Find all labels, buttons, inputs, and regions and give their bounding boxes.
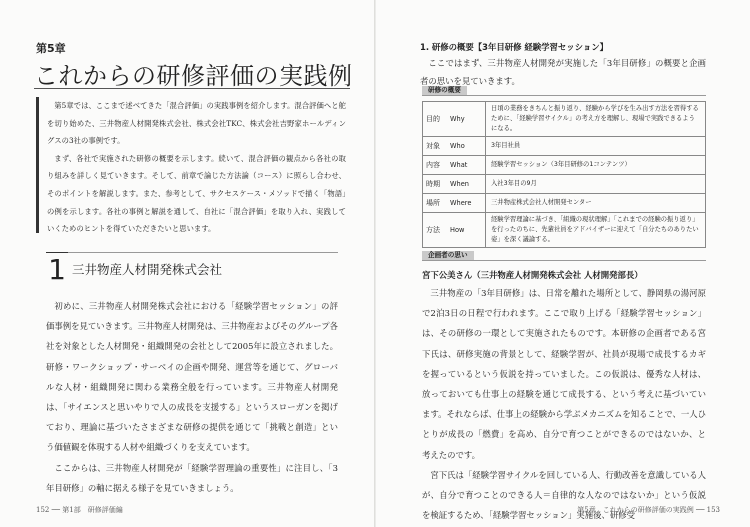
row-key: 方法	[423, 213, 450, 248]
row-value: 日頃の業務をきちんと振り返り、経験から学びを生み出す方法を習得するために、「経験学習サイクル」の考え方を理解し、現場で実践できるようになる。	[486, 102, 706, 137]
table-row	[423, 213, 706, 248]
section-number: 1	[46, 252, 68, 287]
chapter-title: これからの研修評価の実践例	[34, 62, 353, 90]
body-paragraph: 三井物産の「3年目研修」は、日常を離れた場所として、静岡県の湯河原で2泊3日の日程で行われます。ここで取り上げる「経験学習セッション」は、その研修の一環として実施されたものです。本研修の企画者である宮下氏は、研修実施の背景として、経験学習が、社員が現場で成長するカギを握っているという仮説を持っていました。この仮説は、優秀な人材は、放っておいても仕事上の経験を通じて成長する、という考えに基づいています。それならば、仕事上の経験から学ぶメカニズムを知ることで、一人ひとりが成長の「燃費」を高め、自分で育つことができるのではないか、と考えたのです。	[422, 288, 706, 460]
table-row	[423, 175, 706, 194]
row-value: 経験学習理論に基づき、「組織の現状理解」「これまでの経験の振り返り」を行ったのちに、先輩社員をアドバイザーに迎えて「自分たちのありたい姿」を深く議論する。	[486, 213, 706, 248]
overview-heading: 1. 研修の概要【3年目研修 経験学習セッション】	[420, 42, 608, 52]
row-key-en: Where	[449, 194, 486, 213]
section-title: 三井物産人材開発株式会社	[72, 262, 223, 277]
lead-paragraph: ここではまず、三井物産人材開発が実施した「3年目研修」の概要と企画者の思いを見ていきます。	[420, 58, 706, 87]
row-key-en: What	[449, 156, 486, 175]
row-key: 対象	[423, 137, 450, 156]
body-paragraph: ここからは、三井物産人材開発が「経験学習理論の重要性」に注目し、「3年目研修」の軸に据える様子を見ていきましょう。	[46, 462, 338, 493]
left-page	[0, 0, 374, 527]
table-row	[423, 137, 706, 156]
right-page	[376, 0, 750, 527]
section-rule	[68, 252, 338, 253]
row-value: 入社3年目の9月	[486, 175, 706, 194]
overview-tag-rule	[422, 95, 706, 96]
row-value: 3年目社員	[486, 137, 706, 156]
row-key: 時期	[423, 175, 450, 194]
chapter-title-rule	[34, 88, 350, 89]
row-value: 三井物産株式会社人材開発センター	[486, 194, 706, 213]
row-key-en: Why	[449, 102, 486, 137]
row-key-en: Who	[449, 137, 486, 156]
row-key: 目的	[423, 102, 450, 137]
table-row	[423, 194, 706, 213]
intro-paragraph: まず、各社で実施された研修の概要を示します。続いて、混合評価の観点から各社の取り組みを詳しく見ていきます。そして、前章で論じた方法論（コース）に照らし合わせ、そのポイントを解説します。また、参考として、サクセスケース・メソッドで描く「物語」の例を示します。各社の事例と解説を通して、自社に「混合評価」を取り入れ、実践していくためのヒントを得ていただきたいと思います。	[47, 153, 346, 234]
planner-tag-rule	[422, 260, 706, 261]
intro-paragraph: 第5章では、ここまで述べてきた「混合評価」の実践事例を紹介します。混合評価へと舵を切り始めた、三井物産人材開発株式会社、株式会社TKC、株式会社吉野家ホールディングスの3社の事例です。	[47, 101, 346, 146]
table-row	[423, 156, 706, 175]
page-folio-left: 152 ── 第1部 研修評価編	[36, 506, 123, 514]
body-paragraph: 初めに、三井物産人材開発株式会社における「経験学習セッション」の評価事例を見ていきます。三井物産人材開発は、三井物産およびそのグループ各社を対象とした人材開発・組織開発の会社として2005年に設立されました。研修・ワークショップ・サーベイの企画や開発、運営等を通じて、グローバルな人材・組織開発に関わる業務全般を行っています。三井物産人材開発は、「サイエンスと思いやりで人の成長を支援する」というスローガンを掲げており、理論に基づいたさまざまな研修の提供を通じて「挑戦と創造」という価値観を体現する人材や組織づくりを支えています。	[46, 301, 338, 453]
row-key-en: When	[449, 175, 486, 194]
overview-tag: 研修の概要	[422, 86, 467, 95]
right-body-text	[422, 283, 706, 525]
page-folio-right: 第5章 これからの研修評価の実践例 ── 153	[577, 506, 720, 514]
row-value: 経験学習セッション（3年目研修の1コンテンツ）	[486, 156, 706, 175]
row-key: 場所	[423, 194, 450, 213]
chapter-label: 第5章	[36, 42, 66, 55]
section-heading	[46, 252, 338, 286]
overview-table	[422, 101, 706, 248]
row-key-en: How	[449, 213, 486, 248]
planner-tag: 企画者の思い	[422, 251, 474, 260]
chapter-intro	[36, 97, 346, 233]
row-key: 内容	[423, 156, 450, 175]
speaker-name: 宮下公美さん（三井物産人材開発株式会社 人材開発部長）	[422, 270, 643, 280]
body-paragraph: 宮下氏は「経験学習サイクルを回している人、行動改善を意識している人が、自分で育つことのできる人＝自律的な人なのではないか」という仮説を検証するため、「経験学習セッション」実施後、研修受	[422, 469, 706, 521]
left-body-text	[46, 296, 338, 498]
table-row	[423, 102, 706, 137]
